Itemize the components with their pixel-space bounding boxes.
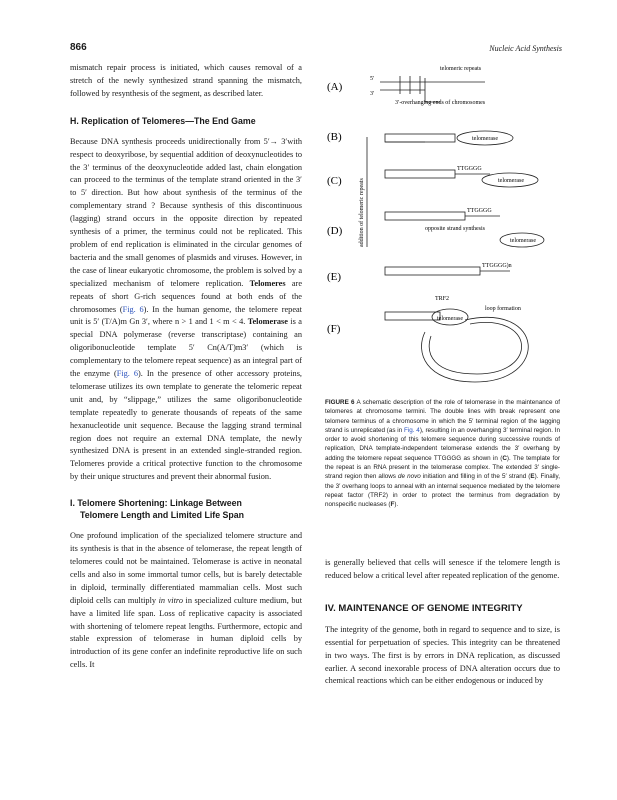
caption-label: FIGURE 6: [325, 399, 355, 406]
right-column: [325, 557, 560, 688]
label-loop-formation: loop formation: [485, 306, 521, 312]
fig-label-c: (C): [327, 175, 342, 187]
fig-label-f: (F): [327, 323, 341, 335]
label-telomerase-d: telomerase: [510, 238, 536, 244]
shortening-paragraph: One profound implication of the specialized telomere structure and its synthesis is that in the absence of telomerase, the repeat length of telomeres could not be maintained. Telomerase is active in neonatal cells and also in some immortal tumor cells, but is barely detectable in diploid, terminally differentiated mammalian cells. Most such diploid cells can multiply in vitro in specialized culture medium, but have a limited life span. Loss of replicative capacity is associated with shortening of telomere repeat lengths. Furthermore, ectopic and stable expression of telomerase in human diploid cells by introduction of its gene confer an indefinite reproductive life on such cells. It: [70, 531, 302, 670]
telomere-figure: [325, 62, 565, 392]
genome-integrity-paragraph: The integrity of the genome, both in regard to sequence and to size, is essential for perpetuation of species. This integrity can be threatened in two ways. The first is by errors in DNA replication, as discussed earlier. A second inexorable process of DNA alteration occurs due to chemical reactions which can be either endogenous or induced by: [325, 624, 560, 686]
label-telomerase-b: telomerase: [472, 136, 498, 142]
fig-label-d: (D): [327, 225, 343, 237]
fig4-link[interactable]: Fig. 4: [404, 426, 420, 434]
intro-paragraph: mismatch repair process is initiated, which causes removal of a stretch of the newly synthesized strand spanning the mismatch, followed by resynthesis of the segment, as described later.: [70, 63, 302, 98]
label-ttgggg-d: TTGGGG: [467, 208, 492, 214]
section-heading-telomeres: H. Replication of Telomeres—The End Game: [70, 115, 256, 126]
fig-label-a: (A): [327, 81, 343, 93]
left-column: [70, 62, 302, 672]
continuation-paragraph: is generally believed that cells will senesce if the telomere length is reduced below a critical level after repeated replication of the genome.: [325, 558, 560, 580]
fig-label-b: (B): [327, 131, 342, 143]
section-heading-genome-integrity: IV. MAINTENANCE OF GENOME INTEGRITY: [325, 602, 523, 614]
label-ttgggg-e: TTGGGG)n: [482, 263, 512, 269]
label-trf2: TRF2: [435, 296, 450, 302]
label-ttgggg-c: TTGGGG: [457, 166, 482, 172]
label-overhang: 3′-overhanging ends of chromosomes: [395, 100, 486, 106]
running-head: Nucleic Acid Synthesis: [489, 44, 562, 53]
label-telomerase-c: telomerase: [498, 178, 524, 184]
label-3prime: 3′: [370, 91, 375, 97]
fig-label-e: (E): [327, 271, 342, 283]
section-heading-shortening: I. Telomere Shortening: Linkage Between Telomere Length and Limited Life Span: [70, 498, 245, 521]
fig6-link[interactable]: Fig. 6: [122, 304, 144, 314]
label-5prime: 5′: [370, 76, 375, 82]
label-addition-repeats: addition of telomeric repeats: [359, 178, 365, 247]
label-telomerase-f: telomerase: [437, 316, 463, 322]
figure-caption: FIGURE 6 A schematic description of the role of telomerase in the maintenance of telomeres at chromosome termini. The double lines with break represent one telomere terminus of a chromosome in which the 5′ terminal region of the lagging strand is unreplicated (as in Fig. 4), resulting in an overhanging 3′ terminal region. In order to avoid shortening of this telomere sequence during successive rounds of replication, DNA template-independent telomerase extends the 3′ overhang by adding the telomere repeat sequence TTGGGG as shown in (C). The template for the repeat is an RNA present in the telomerase complex. The extended 3′ single-strand region then allows de novo initiation and filling in of the 5′ strand (E). Finally, the 3′ overhang loops to anneal with an internal sequence mediated by the telomere repeat factor (TRF2) in order to protect the terminus from degradation by nonspecific nucleases (F).: [325, 399, 560, 509]
label-opposite-strand: opposite strand synthesis: [425, 226, 485, 232]
page-number: 866: [70, 42, 87, 53]
label-telomeric-repeats: telomeric repeats: [440, 66, 482, 72]
telomere-paragraph: Because DNA synthesis proceeds unidirectionally from 5′→ 3′with respect to deoxyribose, by sequential addition of deoxynucleotides to the 3′ terminus of the deoxynucleotide added last, chain elongation can proceed to the terminus of the template strand oriented in the 3′ to 5′ direction. But how about synthesis of the terminus of the complementary strand ? Because synthesis of this discontinuous (lagging) strand occurs in the opposite direction by repeated synthesis of a primer, the terminus could not be replicated. This problem of end replication is eliminated in the circular genomes of bacteria and the small genomes of plasmids and viruses. However, in the case of linear eukaryotic chromosome, the problem is solved by a specialized mechanism of telomere replication. Telomeres are repeats of short G-rich sequences found at both ends of the chromosomes (Fig. 6). In the human genome, the telomere repeat unit is 5′ (T/A)m Gn 3′, where n > 1 and 1 < m < 4. Telomerase is a special DNA polymerase (reverse transcriptase) containing an oligoribonucleotide template 5′ Cn(A/T)m3′ (which is complementary to the telomere repeat sequence) as an integral part of the enzyme (Fig. 6). In the presence of other accessory proteins, telomerase utilizes its own template to generate the telomeric repeat unit and, by “slippage,” utilizes the same oligoribonucleotide template repeatedly to generate thousands of repeats of the same hexanucleotide unit sequence. Because the lagging strand terminal region does not require an external DNA template, the newly synthesized DNA is present in an extended single-stranded region. Telomeres provide a critical protective function to the chromosome by their unique structures and prevent their abnormal fusion.: [70, 136, 303, 482]
fig6-link-2[interactable]: Fig. 6: [116, 369, 139, 379]
